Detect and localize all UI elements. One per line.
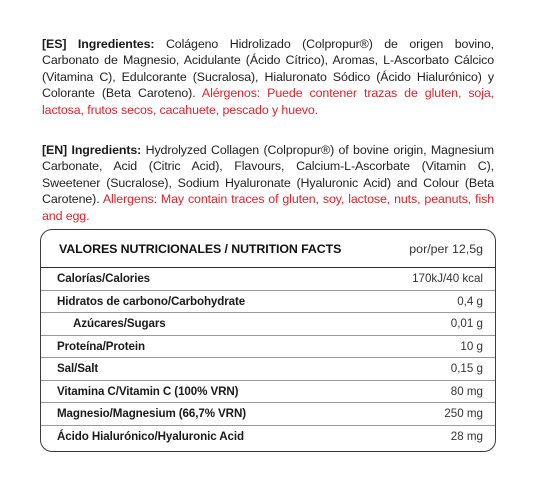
nutrition-row-value: 10 g xyxy=(460,339,483,353)
nutrition-row-protein xyxy=(41,336,495,359)
nutrition-row-value: 0,15 g xyxy=(450,362,483,376)
nutrition-row-label: Ácido Hialurónico/Hyaluronic Acid xyxy=(57,430,244,444)
nutrition-row-label: Calorías/Calories xyxy=(57,272,151,286)
nutrition-row-vitamin-c xyxy=(41,381,495,404)
ingredients-en-text: Hydrolyzed Collagen (Colpropur®) of bovine origin, Magnesium Carbonate, Acid (Citric Acid), Flavours, Calcium-L-Ascorbate (Vitamin C), Sweetener (Sucralose), Sodium Hyaluronate (Hyaluronic Acid) and Colour (Beta Carotene). xyxy=(42,143,494,207)
nutrition-row-label: Vitamina C/Vitamin C (100% VRN) xyxy=(57,384,239,398)
nutrition-row-value: 28 mg xyxy=(450,430,483,444)
ingredients-es-paragraph xyxy=(42,36,494,118)
nutrition-row-calories xyxy=(41,268,495,291)
nutrition-row-value: 80 mg xyxy=(450,384,483,398)
ingredients-en-heading: [EN] Ingredients: xyxy=(42,143,142,157)
ingredients-en-paragraph xyxy=(42,142,494,224)
nutrition-row-value: 170kJ/40 kcal xyxy=(412,272,483,286)
ingredients-es-text: Colágeno Hidrolizado (Colpropur®) de origen bovino, Carbonato de Magnesio, Acidulante (Ácido Cítrico), Aromas, L-Ascorbato Cálcico (Vitamina C), Edulcorante (Sucralosa), Hialuronato Sódico (Ácido Hialurónico) y Colorante (Beta Caroteno). xyxy=(42,37,494,101)
ingredients-es-heading: [ES] Ingredientes: xyxy=(42,37,155,51)
nutrition-row-label: Hidratos de carbono/Carbohydrate xyxy=(57,294,246,308)
nutrition-row-value: 0,01 g xyxy=(450,317,483,331)
nutrition-row-magnesium xyxy=(41,403,495,426)
nutrition-row-sugars xyxy=(41,313,495,336)
allergens-es-text: Alérgenos: Puede contener trazas de gluten, soja, lactosa, frutos secos, cacahuete, pescado y huevo. xyxy=(42,86,494,117)
nutrition-row-hyaluronic-acid xyxy=(41,426,495,449)
nutrition-table-header xyxy=(41,230,495,268)
nutrition-row-label: Magnesio/Magnesium (66,7% VRN) xyxy=(57,407,246,421)
allergens-en-text: Allergens: May contain traces of gluten, soy, lactose, nuts, peanuts, fish and egg. xyxy=(42,192,494,223)
nutrition-row-carbohydrate xyxy=(41,291,495,314)
nutrition-header-label: VALORES NUTRICIONALES / NUTRITION FACTS xyxy=(59,241,342,256)
nutrition-row-value: 0,4 g xyxy=(457,294,483,308)
nutrition-row-label: Azúcares/Sugars xyxy=(73,317,166,331)
nutrition-row-label: Proteína/Protein xyxy=(57,339,145,353)
nutrition-header-unit: por/per 12,5g xyxy=(409,241,483,256)
nutrition-row-label: Sal/Salt xyxy=(57,362,99,376)
nutrition-row-salt xyxy=(41,358,495,381)
nutrition-facts-table xyxy=(40,229,496,452)
nutrition-row-value: 250 mg xyxy=(444,407,483,421)
